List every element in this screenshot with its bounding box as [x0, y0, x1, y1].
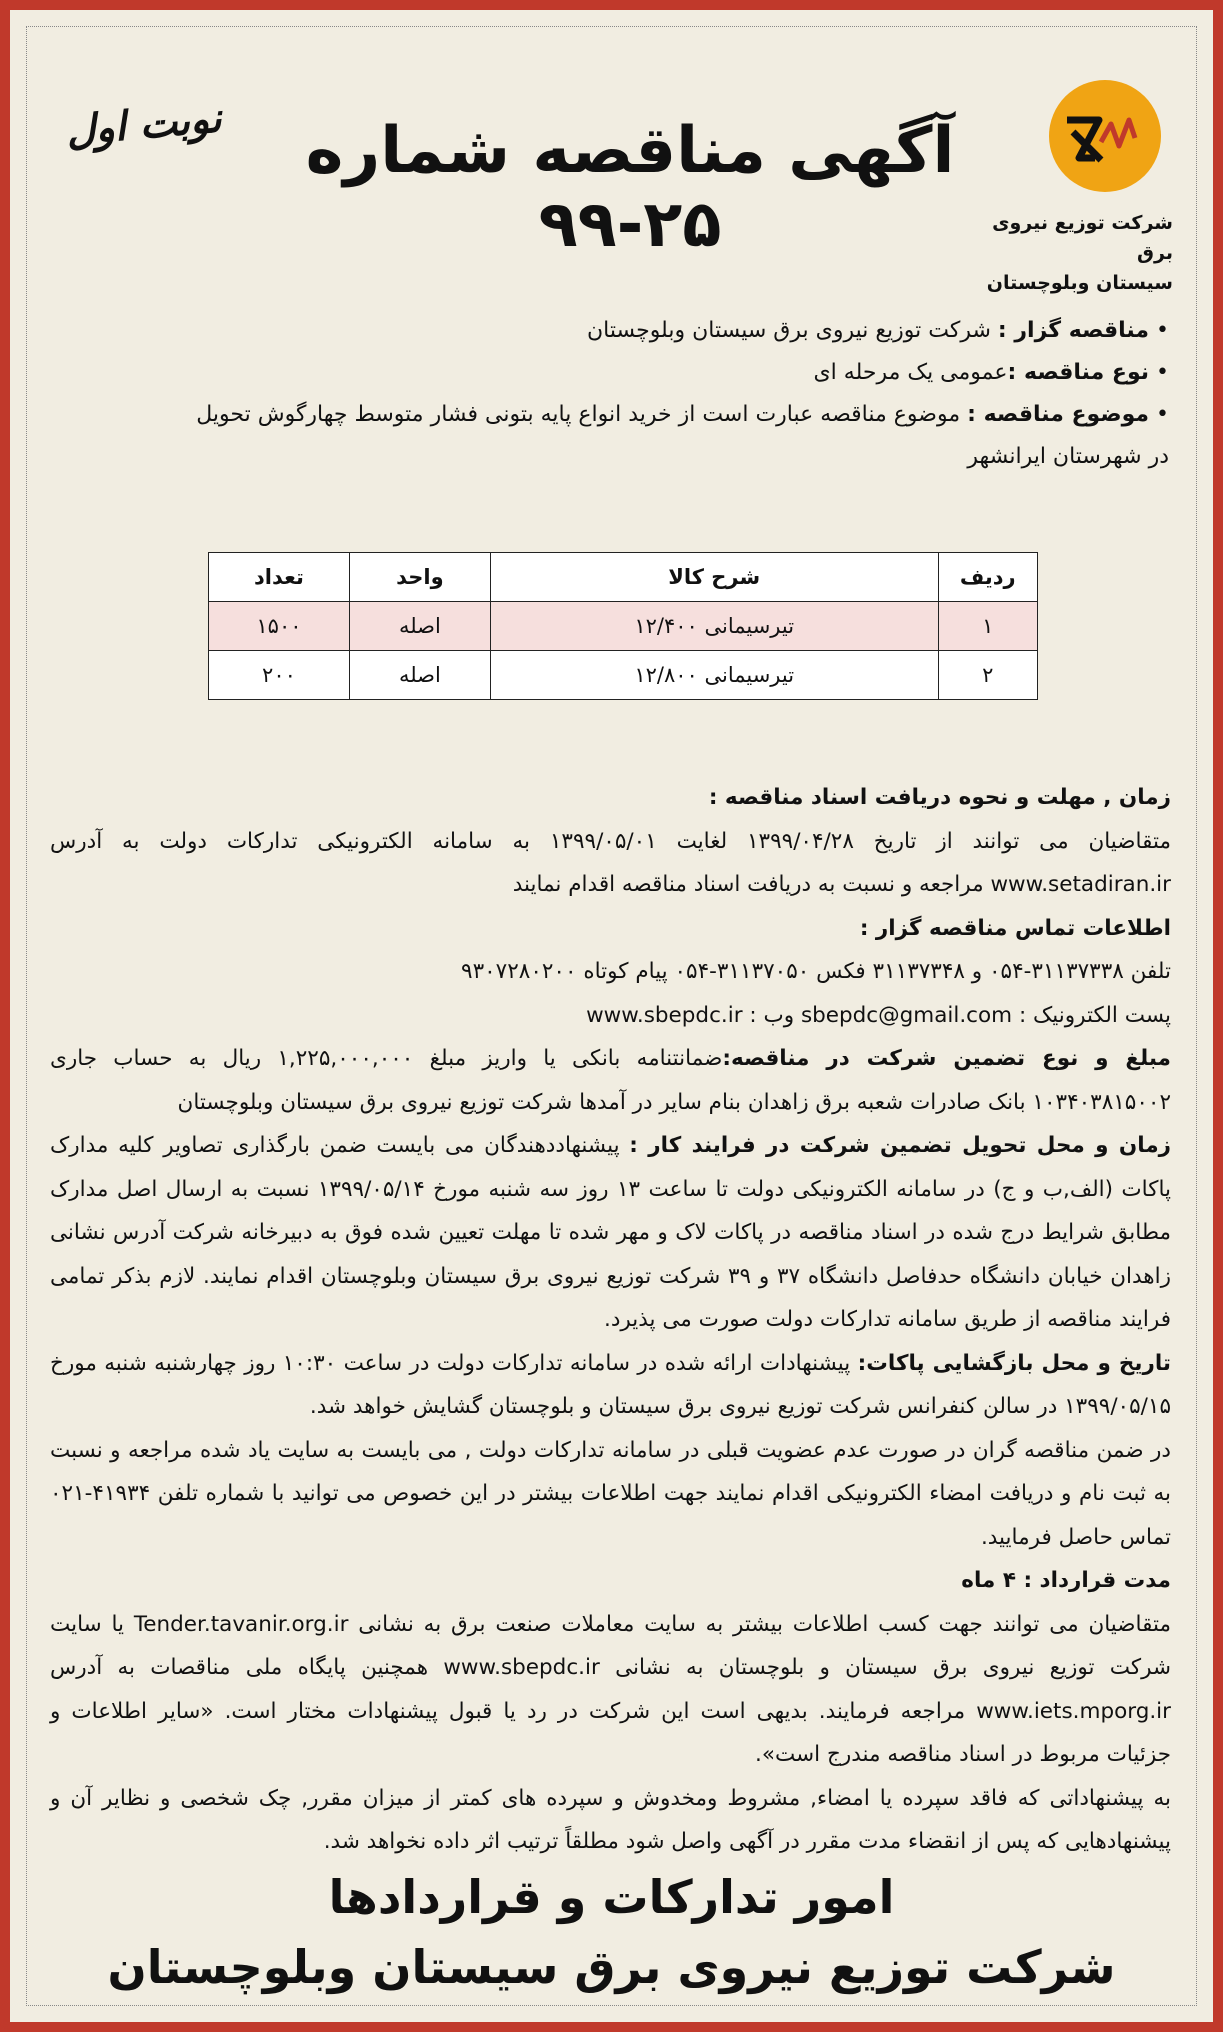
cell-row-number: ۱ — [938, 602, 1037, 651]
company-line2: سیستان وبلوچستان — [986, 272, 1173, 294]
type-row: • نوع مناقصه :عمومی یک مرحله ای — [813, 360, 1169, 385]
cell-quantity: ۲۰۰ — [209, 651, 350, 700]
cell-description: تیرسیمانی ۱۲/۴۰۰ — [490, 602, 938, 651]
delivery-text: پیشنهاددهندگان می بایست ضمن بارگذاری تصاویر کلیه مدارک پاکات (الف,ب و ج) در سامانه الکترونیکی دولت تا ساعت ۱۳ روز سه شنبه مورخ ۱۳۹۹/۰۵/۱۴ نسبت به ارسال اصل مدارک مطابق شرایط درج شده در اسناد مناقصه در پاکات لاک و مهر شده تا مهلت تعیین شده فوق به دبیرخانه شرکت آدرس نشانی زاهدان خیابان دانشگاه حدفاصل دانشگاه ۳۷ و ۳۹ شرکت توزیع نیروی برق سیستان وبلوچستان اقدام نمایند. لازم بذکر تمامی فرایند مناقصه از طریق سامانه تدارکات دولت صورت می پذیرد. — [50, 1133, 1171, 1332]
subject-value: موضوع مناقصه عبارت است از خرید انواع پایه بتونی فشار متوسط چهارگوش تحویل — [196, 402, 961, 427]
info-block — [52, 310, 1169, 478]
more-info-text: متقاضیان می توانند جهت کسب اطلاعات بیشتر به سایت معاملات صنعت برق به نشانی Tender.tavanir.org.ir یا سایت شرکت توزیع نیروی برق سیستان و بلوچستان به نشانی www.sbepdc.ir همچنین پایگاه ملی مناقصات به آدرس www.iets.mporg.ir مراجعه فرمایند. بدیهی است این شرکت در رد یا قبول پیشنهادات مختار است. «سایر اطلاعات و جزئیات مربوط در اسناد مناقصه مندرج است». — [50, 1611, 1171, 1767]
table-row — [209, 651, 1038, 700]
footer-department: امور تدارکات و قراردادها — [328, 1870, 895, 1924]
table-row — [209, 602, 1038, 651]
cell-unit: اصله — [349, 602, 490, 651]
cell-description: تیرسیمانی ۱۲/۸۰۰ — [490, 651, 938, 700]
cell-unit: اصله — [349, 651, 490, 700]
col-header-row-number: ردیف — [938, 553, 1037, 602]
cell-quantity: ۱۵۰۰ — [209, 602, 350, 651]
round-label: نوبت اول — [64, 95, 224, 155]
contact-title: اطلاعات تماس مناقصه گزار : — [859, 915, 1171, 941]
web-label: وب : — [749, 1002, 795, 1028]
email-link[interactable]: sbepdc@gmail.com — [800, 1002, 1013, 1028]
delivery-title: زمان و محل تحویل تضمین شرکت در فرایند کار : — [629, 1133, 1172, 1158]
membership-text: در ضمن مناقصه گران در صورت عدم عضویت قبلی در سامانه تدارکات دولت , می بایست به سایت یاد شده مراجعه و نسبت به ثبت نام و دریافت امضاء الکترونیکی اقدام نمایند جهت اطلاعات بیشتر در این خصوص می توانید با شماره تلفن ۴۱۹۳۴-۰۲۱ تماس حاصل فرمایید. — [50, 1437, 1171, 1550]
ad-body — [50, 776, 1171, 1864]
subject-row-2: در شهرستان ایرانشهر — [967, 444, 1169, 469]
organizer-value: شرکت توزیع نیروی برق سیستان وبلوچستان — [586, 318, 991, 343]
organizer-row: • مناقصه گزار : شرکت توزیع نیروی برق سیستان وبلوچستان — [586, 318, 1169, 343]
opening-title: تاریخ و محل بازگشایی پاکات: — [857, 1350, 1171, 1376]
type-value: عمومی یک مرحله ای — [813, 360, 1008, 385]
docs-title: زمان , مهلت و نحوه دریافت اسناد مناقصه : — [708, 785, 1171, 810]
subject-label: موضوع مناقصه : — [967, 402, 1150, 427]
invalid-text: به پیشنهاداتی که فاقد سپرده یا امضاء, مشروط ومخدوش و سپرده های کمتر از میزان مقرر, چک شخصی و نظایر آن و پیشنهادهایی که پس از انقضاء مدت مقرر در آگهی واصل شود مطلقاً ترتیب اثر داده نخواهد شد. — [50, 1785, 1171, 1854]
subject-row: • موضوع مناقصه : موضوع مناقصه عبارت است از خرید انواع پایه بتونی فشار متوسط چهارگوش تحویل — [196, 402, 1169, 427]
contact-online — [50, 994, 1171, 1038]
web-link[interactable]: www.sbepdc.ir — [586, 1002, 743, 1028]
contract-title: مدت قرارداد : ۴ ماه — [961, 1568, 1171, 1593]
col-header-description: شرح کالا — [490, 553, 938, 602]
col-header-quantity: تعداد — [209, 553, 350, 602]
items-table — [208, 552, 1038, 700]
company-name-small — [983, 208, 1173, 298]
guarantee-text: ضمانتنامه بانکی یا واریز مبلغ ۱,۲۲۵,۰۰۰,۰۰۰ ریال به حساب جاری ۱۰۳۴۰۳۸۱۵۰۰۲ بانک صادرات شعبه برق زاهدان بنام سایر در آمدها شرکت توزیع نیروی برق سیستان وبلوچستان — [50, 1046, 1171, 1115]
type-label: نوع مناقصه : — [1007, 360, 1150, 385]
opening-row — [50, 1342, 1171, 1429]
cell-row-number: ۲ — [938, 651, 1037, 700]
col-header-unit: واحد — [349, 553, 490, 602]
docs-text: متقاضیان می توانند از تاریخ ۱۳۹۹/۰۴/۲۸ لغایت ۱۳۹۹/۰۵/۰۱ به سامانه الکترونیکی تدارکات دولت به آدرس www.setadiran.ir مراجعه و نسبت به دریافت اسناد مناقصه اقدام نمایند — [50, 828, 1171, 897]
company-line1: شرکت توزیع نیروی برق — [992, 212, 1173, 264]
contact-phone: تلفن ۳۱۱۳۷۳۳۸-۰۵۴ و ۳۱۱۳۷۳۴۸ فکس ۳۱۱۳۷۰۵۰-۰۵۴ پیام کوتاه ۹۳۰۷۲۸۰۲۰۰ — [461, 959, 1171, 984]
footer-company: شرکت توزیع نیروی برق سیستان وبلوچستان — [107, 1940, 1116, 1994]
table-header-row — [209, 553, 1038, 602]
organizer-label: مناقصه گزار : — [997, 318, 1150, 343]
company-logo-icon — [1049, 80, 1161, 192]
email-label: پست الکترونیک : — [1018, 1002, 1171, 1028]
delivery-row — [50, 1124, 1171, 1342]
opening-text: پیشنهادات ارائه شده در سامانه تدارکات دولت در ساعت ۱۰:۳۰ روز چهارشنبه شنبه مورخ ۱۳۹۹/۰۵/۱۵ در سالن کنفرانس شرکت توزیع نیروی برق سیستان و بلوچستان گشایش خواهد شد. — [50, 1350, 1171, 1419]
page-title: آگهی مناقصه شماره ۲۵-۹۹ — [305, 114, 955, 262]
guarantee-title: مبلغ و نوع تضمین شرکت در مناقصه: — [722, 1046, 1171, 1071]
guarantee-row — [50, 1037, 1171, 1124]
